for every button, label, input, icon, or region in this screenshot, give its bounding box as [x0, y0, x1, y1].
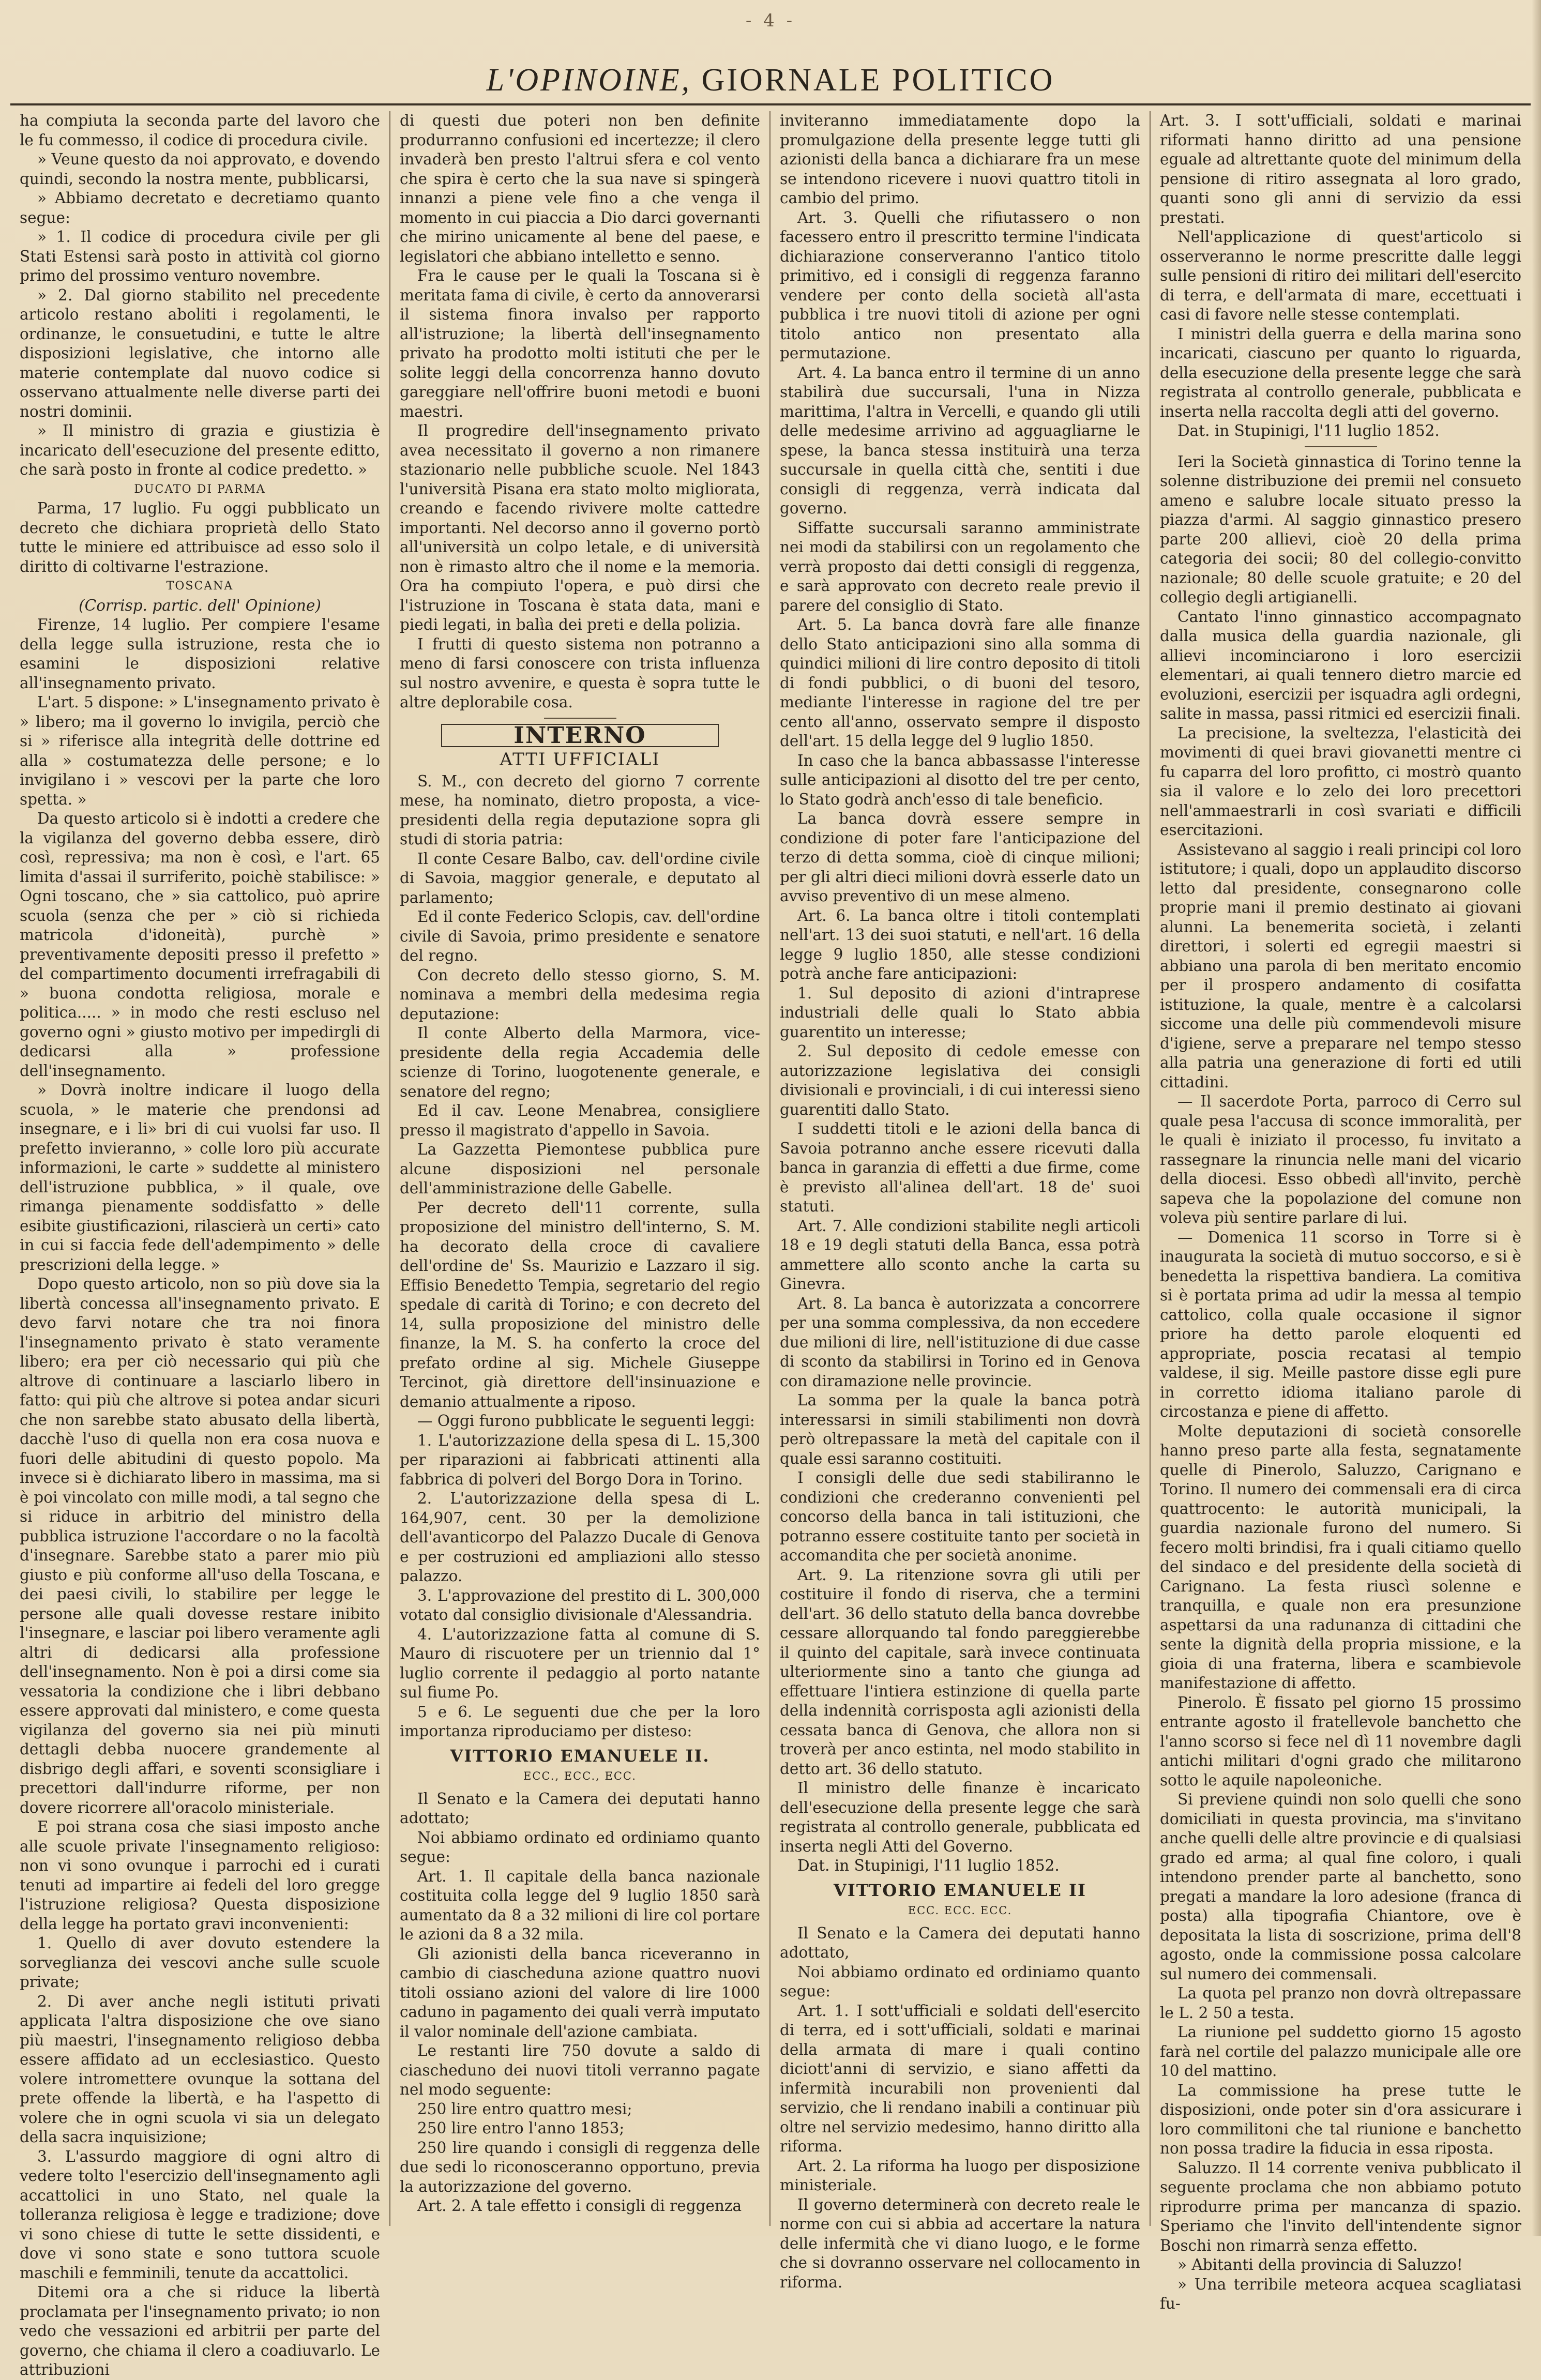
paragraph: Ditemi ora a che si riduce la libertà proclamata per l'insegnamento privato; io non vedo che vessazioni ed arbitrii per parte del governo, che chiama il clero a coadiuvarlo. Le attribuzioni — [20, 2283, 380, 2378]
paragraph: 250 lire entro quattro mesi; — [417, 2100, 632, 2118]
paragraph: La commissione ha prese tutte le disposizioni, onde poter sin d'ora assicurare i loro commilitoni che tal riunione e banchetto non possa tradire la fiducia in essa riposta. — [1160, 2081, 1521, 2157]
paragraph: 4. L'autorizzazione fatta al comune di S. Mauro di riscuotere per un triennio dal 1° luglio corrente il pedaggio al porto natante sul fiume Po. — [400, 1625, 760, 1701]
column-2 — [390, 111, 770, 2226]
paragraph: Art. 1. Il capitale della banca nazionale costituita colla legge del 9 luglio 1850 sarà aumentato da 8 a 32 milioni di lire col portare le azioni da 8 a 32 mila. — [400, 1867, 760, 1943]
correspondence-note: (Corrisp. partic. dell' Opinione) — [79, 596, 321, 614]
page-folio: - 4 - — [745, 10, 796, 31]
paragraph: Art. 7. Alle condizioni stabilite negli articoli 18 e 19 degli statuti della Banca, essa potrà ammettere allo sconto anche la carta su Ginevra. — [780, 1217, 1140, 1293]
paragraph: 3. L'approvazione del prestito di L. 300,000 votato dal consiglio divisionale d'Alessandria. — [400, 1586, 760, 1624]
paragraph: Fra le cause per le quali la Toscana si è meritata fama di civile, è certo da annoverarsi il sistema finora invalso per rapporto all'istruzione; la libertà dell'insegnamento privato ha prodotto molti istituti che per le solite leggi della concorrenza hanno dovuto gareggiare nell'offrire buoni metodi e buoni maestri. — [400, 267, 760, 420]
paragraph: E poi strana cosa che siasi imposto anche alle scuole private l'insegnamento religioso: non vi sono ovunque i parrochi ed i curati tenuti ad impartire ai fedeli del loro gregge l'istruzione religiosa? Questa disposizione della legge ha portato gravi inconvenienti: — [20, 1818, 380, 1933]
paragraph: Il Senato e la Camera dei deputati hanno adottato, — [780, 1924, 1140, 1961]
section-heading-interno: INTERNO — [441, 724, 719, 748]
paragraph: inviteranno immediatamente dopo la promulgazione della presente legge tutti gli azionisti della banca a dichiarare fra un mese se intendono ricevere i nuovi quattro titoli in cambio del primo. — [780, 112, 1140, 207]
paragraph: Ieri la Società ginnastica di Torino tenne la solenne distribuzione dei premii nel consueto ameno e salubre locale situato presso la piazza d'armi. Al saggio ginnastico presero parte 200 allievi, cioè 20 della prima categoria dei socii; 80 del collegio-convitto nazionale; 80 delle scuole gratuite; e 20 del collegio degli artigianelli. — [1160, 452, 1521, 606]
paragraph: 5 e 6. Le seguenti due che per la loro importanza riproduciamo per disteso: — [400, 1703, 760, 1740]
paragraph: — Domenica 11 scorso in Torre si è inaugurata la società di mutuo soccorso, e si è benedetta la rispettiva bandiera. La comitiva si è portata prima ad udir la messa al tempio cattolico, colla quale occasione il signor priore ha detto parole eloquenti ed appropriate, poscia recatasi al tempio valdese, il sig. Meille pastore disse egli pure in corretto idioma italiano parole di circostanza e piene di affetto. — [1160, 1228, 1521, 1420]
paragraph: Saluzzo. Il 14 corrente veniva pubblicato il seguente proclama che non abbiamo potuto riprodurre prima per mancanza di spazio. Speriamo che l'invito dell'intendente signor Boschi non rimarrà senza effetto. — [1160, 2159, 1521, 2254]
paragraph: I frutti di questo sistema non potranno a meno di farsi conoscere con trista influenza sul nostro avvenire, e questa è sopra tutte le altre deplorabile cosa. — [400, 635, 760, 711]
paragraph: Noi abbiamo ordinato ed ordiniamo quanto segue: — [400, 1828, 760, 1866]
paragraph: L'art. 5 dispone: » L'insegnamento privato è » libero; ma il governo lo invigila, perciò che si » riferisce alla integrità delle dottrine ed alla » costumatezza delle persone; e lo invigilano i » vescovi per la parte che loro spetta. » — [20, 693, 380, 808]
paragraph: La Gazzetta Piemontese pubblica pure alcune disposizioni nel personale dell'amministrazione delle Gabelle. — [400, 1141, 760, 1197]
paragraph: Art. 4. La banca entro il termine di un anno stabilirà due succursali, l'una in Nizza marittima, l'altra in Vercelli, e quando gli utili delle medesime arrivino ad agguagliarne le spese, la banca stessa instituirà una terza succursale in quella città che, sentiti i due consigli di reggenza, verrà indicata dal governo. — [780, 363, 1140, 517]
paragraph: La banca dovrà essere sempre in condizione di poter fare l'anticipazione del terzo di detta somma, cioè di cinque milioni; per gli altri dieci milioni dovrà esserle dato un avviso preventivo di un mese almeno. — [780, 810, 1140, 905]
paragraph: Si previene quindi non solo quelli che sono domiciliati in questa provincia, ma s'invitano anche quelli delle altre provincie e di qualsiasi grado ed arma; al qual fine coloro, i quali intendono prender parte al banchetto, sono pregati a mandare la loro adesione (franca di posta) alla tipografia Chiantore, ove è depositata la lista di soscrizione, prima dell'8 agosto, onde la commissione possa calcolare sul numero dei commensali. — [1160, 1791, 1521, 1983]
section-heading-toscana: TOSCANA — [166, 580, 234, 593]
paragraph: Art. 3. Quelli che rifiutassero o non facessero entro il prescritto termine l'indicata dichiarazione conserveranno l'antico titolo primitivo, ed i consigli di reggenza faranno vendere per conto della società all'asta pubblica i tre nuovi titoli di azione per ogni titolo antico non presentato alla permutazione. — [780, 208, 1140, 362]
paragraph: Molte deputazioni di società consorelle hanno preso parte alla festa, segnatamente quelle di Pinerolo, Saluzzo, Carignano e Torino. Il numero dei commensali era di circa quattrocento: le autorità municipali, la guardia nazionale furono del numero. Si fecero molti brindisi, fra i quali citiamo quello del sindaco e del presidente della società di Carignano. La festa riuscì solenne e tranquilla, e quale non era presunzione aspettarsi da una radunanza di cittadini che sente la dignità della propria missione, e la gioia di una fraterna, libera e scambievole manifestazione di affetto. — [1160, 1422, 1521, 1692]
paragraph: I suddetti titoli e le azioni della banca di Savoia potranno anche essere ricevuti dalla banca in garanzia di effetti a due firme, come è previsto all'alinea dell'art. 18 de' suoi statuti. — [780, 1120, 1140, 1215]
masthead — [0, 62, 1541, 99]
paragraph: 1. Sul deposito di azioni d'intraprese industriali delle quali lo Stato abbia guarentito un interesse; — [780, 984, 1140, 1041]
paragraph: La riunione pel suddetto giorno 15 agosto farà nel cortile del palazzo municipale alle ore 10 del mattino. — [1160, 2023, 1521, 2080]
paragraph: Art. 8. La banca è autorizzata a concorrere per una somma complessiva, da non eccedere due milioni di lire, nell'istituzione di due casse di sconto da stabilirsi in Torino ed in Genova con diramazione nelle provincie. — [780, 1294, 1140, 1390]
paragraph: » Dovrà inoltre indicare il luogo della scuola, » le materie che prendonsi ad insegnare, e i li» bri di cui vuolsi far uso. Il prefetto invieranno, » colle loro più accurate informazioni, le carte » suddette al ministero dell'istruzione pubblica, » il quale, ove rimanga pienamente soddisfatto » delle esibite giustificazioni, rilascierà un certi» cato in cui si faccia fede dell'adempimento » delle prescrizioni della legge. » — [20, 1081, 380, 1274]
paragraph: Art. 6. La banca oltre i titoli contemplati nell'art. 13 dei suoi statuti, e nell'art. 16 della legge 9 luglio 1850, alle stesse condizioni potrà anche fare anticipazioni: — [780, 906, 1140, 982]
paragraph: Ed il cav. Leone Menabrea, consigliere presso il magistrato d'appello in Savoia. — [400, 1102, 760, 1139]
paragraph: Noi abbiamo ordinato ed ordiniamo quanto segue: — [780, 1963, 1140, 2000]
paragraph: 3. L'assurdo maggiore di ogni altro di vedere tolto l'esercizio dell'insegnamento agli accattolici in uno Stato, nel quale la tolleranza religiosa è legge e tradizione; dove vi sono chiese di tutte le sette dissidenti, e dove vi sono state e sono tuttora scuole maschili e femminili, tenute da accattolici. — [20, 2147, 380, 2282]
column-3 — [770, 111, 1151, 2291]
paragraph: di questi due poteri non ben definite produrranno confusioni ed incertezze; il clero invaderà ben presto l'altrui sfera e col vento che spira è certo che la sua nave si spingerà innanzi a piene vele fino a che venga il momento in cui piaccia a Dio darci governanti che mirino unicamente al bene del paese, e legislatori che abbiano intelletto e senno. — [400, 112, 760, 265]
paragraph: Le restanti lire 750 dovute a saldo di ciascheduno dei nuovi titoli verranno pagate nel modo seguente: — [400, 2042, 760, 2098]
dateline: Dat. in Stupinigi, l'11 luglio 1852. — [797, 1857, 1060, 1874]
law-heading-king: VITTORIO EMANUELE II — [834, 1880, 1086, 1900]
paragraph: Parma, 17 luglio. Fu oggi pubblicato un decreto che dichiara proprietà dello Stato tutte le miniere ed attribuisce ad esso solo il diritto di coltivarne l'estrazione. — [20, 499, 380, 575]
paragraph: Art. 5. La banca dovrà fare alle finanze dello Stato anticipazioni sino alla somma di quindici milioni di lire contro deposito di titoli di fondi pubblici, o di buoni del tesoro, mediante l'interesse in ragione del tre per cento all'anno, osservato sempre il disposto dell'art. 15 della legge del 9 luglio 1850. — [780, 616, 1140, 750]
paragraph: Ed il conte Federico Sclopis, cav. dell'ordine civile di Savoia, primo presidente e senatore del regno. — [400, 908, 760, 964]
paragraph: » Veune questo da noi approvato, e dovendo quindi, secondo la nostra mente, pubblicarsi, — [20, 150, 380, 188]
paragraph: » 2. Dal giorno stabilito nel precedente articolo restano aboliti i regolamenti, le ordinanze, le consuetudini, e tutte le altre disposizioni legislative, che intorno alle materie contemplate dal nuovo codice si osservano attualmente nelle diverse parti dei nostri dominii. — [20, 286, 380, 420]
paragraph: Art. 9. La ritenzione sovra gli utili per costituire il fondo di riserva, che a termini dell'art. 36 dello statuto della banca dovrebbe cessare allorquando tal fondo pareggierebbe il quinto del capitale, sarà invece continuata ulteriormente sino a tanto che giunga ad effettuare l'intiera estinzione di quella parte della indennità corrisposta agli azionisti della cessata banca di Genova, che allora non si troverà per anco estinta, nel modo stabilito in detto art. 36 dello statuto. — [780, 1566, 1140, 1778]
masthead-subtitle: GIORNALE POLITICO — [701, 63, 1055, 98]
law-heading-ecc: ECC. ECC. ECC. — [908, 1904, 1013, 1917]
column-4 — [1151, 111, 1531, 2312]
paragraph: I ministri della guerra e della marina sono incaricati, ciascuno per quanto lo riguarda, della esecuzione della presente legge che sarà registrata al controllo generale, pubblicata e inserta nella raccolta degli atti del governo. — [1160, 325, 1521, 420]
paragraph: — Oggi furono pubblicate le seguenti leggi: — [417, 1412, 755, 1430]
law-heading-king: VITTORIO EMANUELE II. — [450, 1746, 710, 1766]
paragraph: Nell'applicazione di quest'articolo si osserveranno le norme prescritte dalle leggi sulle pensioni di ritiro dei militari dell'esercito di terra, e dell'armata di mare, eccettuati i casi di favore nelle stesse contemplati. — [1160, 228, 1521, 323]
paragraph: La quota pel pranzo non dovrà oltrepassare le L. 2 50 a testa. — [1160, 1984, 1521, 2022]
paragraph: Assistevano al saggio i reali principi col loro istitutore; i quali, dopo un applaudito discorso letto dal presidente, consegnarono colle proprie mani il premio destinato ai giovani alunni. La benemerita società, i zelanti direttori, i solerti ed egregii maestri si abbiano una parola di ben meritato encomio per il prospero andamento di cosifatta istituzione, la quale, mentre è a calcolarsi siccome una delle più commendevoli misure d'igiene, serve a preparare nel tempo stesso alla patria una generazione di forti ed utili cittadini. — [1160, 840, 1521, 1091]
law-heading-ecc: ECC., ECC., ECC. — [523, 1770, 637, 1782]
paragraph: In caso che la banca abbassasse l'interesse sulle anticipazioni al disotto del tre per cento, lo Stato godrà anch'esso di tale beneficio. — [780, 751, 1140, 808]
paragraph: Pinerolo. È fissato pel giorno 15 prossimo entrante agosto il fratellevole banchetto che l'anno scorso si fece nel dì 11 novembre dagli antichi militari d'ogni grado che militarono sotto le aquile napoleoniche. — [1160, 1693, 1521, 1789]
paragraph: 2. Sul deposito di cedole emesse con autorizzazione legislativa dei consigli divisionali e provinciali, i di cui interessi sieno guarentiti dallo Stato. — [780, 1042, 1140, 1118]
paragraph: Per decreto dell'11 corrente, sulla proposizione del ministro dell'interno, S. M. ha decorato della croce di cavaliere dell'ordine de' Ss. Maurizio e Lazzaro il sig. Effisio Benedetto Tempia, segretario del regio spedale di carità di Torino; e con decreto del 14, sulla proposizione del ministro delle finanze, la M. S. ha conferto la croce del prefato ordine al sig. Michele Giuseppe Tercinot, già direttore dell'insinuazione e demanio attualmente a riposo. — [400, 1199, 760, 1411]
paragraph: 250 lire quando i consigli di reggenza delle due sedi lo riconosceranno opportuno, previa la autorizzazione del governo. — [400, 2139, 760, 2195]
paragraph: » Il ministro di grazia e giustizia è incaricato dell'esecuzione del presente editto, che sarà posto in fronte al codice predetto. » — [20, 422, 380, 478]
divider — [544, 718, 616, 719]
paragraph: 250 lire entro l'anno 1853; — [417, 2119, 625, 2137]
paragraph: 1. Quello di aver dovuto estendere la sorveglianza dei vescovi anche sulle scuole private; — [20, 1934, 380, 1991]
paragraph: » Abbiamo decretato e decretiamo quanto segue: — [20, 189, 380, 226]
paragraph: Cantato l'inno ginnastico accompagnato dalla musica della guardia nazionale, gli allievi incominciarono i loro esercizii elementari, ai quali tennero dietro marcie ed evoluzioni, esercizii per isquadra agli ordegni, salite in massa, passi ritmici ed esercizii finali. — [1160, 608, 1521, 722]
divider — [1305, 446, 1377, 447]
paragraph: Dopo questo articolo, non so più dove sia la libertà concessa all'insegnamento privato. E devo farvi notare che tra noi finora l'insegnamento privato è stato veramente libero; era per ciò necessario qui più che altrove di continuare a lasciarlo libero in fatto: qui più che altrove si potea andar sicuri che non sarebbe stato abusato della libertà, dacchè l'uso di quella non era cosa nuova e fuori delle abitudini di questo popolo. Ma invece si è dichiarato libero in massima, ma si è poi vincolato con mille modi, a tal segno che si riduce in arbitrio del ministro della pubblica istruzione l'accordare o no la facoltà d'insegnare. Sarebbe stato a parer mio più giusto e più conforme all'uso della Toscana, e dei paesi civili, lo stabilire per legge le persone alle quali dovesse restare inibito l'insegnare, e lasciar poi libero veramente agli altri di dedicarsi alla professione dell'insegnamento. Non è poi a dirsi come sia vessatoria la condizione che i libri debbano essere approvati dal ministero, e come questa vigilanza del governo sia nei più minuti dettagli debba nuocere grandemente al disbrigo degli affari, e soventi sconsigliare i precettori dall'indurre riforme, per non dovere ricorrere all'oracolo ministeriale. — [20, 1275, 380, 1816]
masthead-title: L'OPINOINE, — [486, 63, 692, 98]
paragraph: Art. 2. La riforma ha luogo per disposizione ministeriale. — [780, 2157, 1140, 2194]
paragraph: Il governo determinerà con decreto reale le norme con cui si abbia ad accertare la natura delle infermità che vi diano luogo, e le forme che si dovranno osservare nel collocamento in riforma. — [780, 2195, 1140, 2291]
paragraph: Con decreto dello stesso giorno, S. M. nominava a membri della medesima regia deputazione: — [400, 966, 760, 1023]
paragraph: 1. L'autorizzazione della spesa di L. 15,300 per riparazioni ai fabbricati attinenti alla fabbrica di polveri del Borgo Dora in Torino. — [400, 1431, 760, 1488]
paragraph: Da questo articolo si è indotti a credere che la vigilanza del governo debba essere, dirò così, repressiva; ma non è così, e l'art. 65 limita d'assai il surriferito, poichè stabilisce: » Ogni toscano, che » sia cattolico, può aprire scuola (senza che per » ciò si richieda matricola d'idoneità), purchè » preventivamente depositi presso il prefetto » del compartimento documenti irrefragabili di » buona condotta religiosa, morale e politica..... » in modo che resti escluso nel governo ogni » giusto motivo per impedirgli di dedicarsi alla » professione dell'insegnamento. — [20, 810, 380, 1080]
page-edge-shadow — [1532, 0, 1541, 2236]
paragraph: Siffatte succursali saranno amministrate nei modi da stabilirsi con un regolamento che verrà proposto dai detti consigli di reggenza, e sarà approvato con decreto reale previo il parere del consiglio di Stato. — [780, 519, 1140, 614]
paragraph: La precisione, la sveltezza, l'elasticità dei movimenti di quei bravi giovanetti mentre ci fu caparra del loro profitto, ci mostrò quanto sia il valore e lo zelo dei loro precettori nell'ammaestrarli in così svariati e difficili esercitazioni. — [1160, 724, 1521, 839]
paragraph: Art. 3. I sott'ufficiali, soldati e marinai riformati hanno diritto ad una pensione eguale ad altrettante quote del minimum della pensione di ritiro assegnata al loro grado, quanti sono gli anni di servizio da essi prestati. — [1160, 112, 1521, 226]
paragraph: I consigli delle due sedi stabiliranno le condizioni che crederanno convenienti pel concorso della banca in tali istituzioni, che potranno essere costituite tanto per società in accomandita che per società anonime. — [780, 1469, 1140, 1564]
paragraph: » Abitanti della provincia di Saluzzo! — [1177, 2256, 1463, 2273]
text-columns — [10, 111, 1531, 2378]
paragraph: Art. 2. A tale effetto i consigli di reggenza — [417, 2197, 742, 2215]
dateline: Dat. in Stupinigi, l'11 luglio 1852. — [1177, 422, 1440, 439]
paragraph: Gli azionisti della banca riceveranno in cambio di ciascheduna azione quattro nuovi titoli ossiano azioni del valore di lire 1000 caduno in pagamento dei quali verrà imputato il valor nominale dell'azione cambiata. — [400, 1945, 760, 2040]
paragraph: Il ministro delle finanze è incaricato dell'esecuzione della presente legge che sarà registrata al controllo generale, pubblicata ed inserta negli Atti del Governo. — [780, 1779, 1140, 1855]
paragraph: » 1. Il codice di procedura civile per gli Stati Estensi sarà posto in attività col giorno primo del prossimo venturo novembre. — [20, 228, 380, 284]
column-1 — [10, 111, 390, 2378]
masthead-rule — [10, 103, 1531, 105]
paragraph: » Una terribile meteora acquea scagliatasi fu- — [1160, 2275, 1521, 2312]
paragraph: ha compiuta la seconda parte del lavoro che le fu commesso, il codice di procedura civile. — [20, 112, 380, 149]
paragraph: La somma per la quale la banca potrà interessarsi in simili stabilimenti non dovrà però oltrepassare la metà del capitale con il quale essi saranno costituiti. — [780, 1391, 1140, 1467]
section-heading-parma: DUCATO DI PARMA — [134, 482, 266, 496]
paragraph: 2. L'autorizzazione della spesa di L. 164,907, cent. 30 per la demolizione dell'avanticorpo del Palazzo Ducale di Genova e per costruzioni ed ampliazioni allo stesso palazzo. — [400, 1490, 760, 1585]
paragraph: 2. Di aver anche negli istituti privati applicata l'altra disposizione che ove siano più maestri, l'insegnamento religioso debba essere affidato ad un ecclesiastico. Questo volere intromettere ovunque la sottana del prete offende la libertà, e ha l'aspetto di volere che in ogni scuola vi sia un delegato della sacra inquisizione; — [20, 1992, 380, 2146]
paragraph: Firenze, 14 luglio. Per compiere l'esame della legge sulla istruzione, resta che io esamini le disposizioni relative all'insegnamento privato. — [20, 616, 380, 692]
paragraph: Art. 1. I sott'ufficiali e soldati dell'esercito di terra, ed i sott'ufficiali, soldati e marinai della armata di mare i quali contino diciott'anni di servizio, e siano affetti da infermità incurabili non provenienti dal servizio, che li rendano inabili a continuar più oltre nel servizio medesimo, hanno diritto alla riforma. — [780, 2002, 1140, 2155]
section-heading-atti-ufficiali: ATTI UFFICIALI — [500, 749, 660, 770]
paragraph: Il Senato e la Camera dei deputati hanno adottato; — [400, 1790, 760, 1827]
paragraph: S. M., con decreto del giorno 7 corrente mese, ha nominato, dietro proposta, a vice-presidenti della regia deputazione sopra gli studi di storia patria: — [400, 772, 760, 848]
paragraph: — Il sacerdote Porta, parroco di Cerro sul quale pesa l'accusa di sconce immoralità, per le quali è iniziato il processo, fu invitato a rassegnare la rinuncia nelle mani del vicario della diocesi. Esso obbedì all'invito, perchè sapeva che la popolazione del comune non voleva più sentire parlare di lui. — [1160, 1093, 1521, 1226]
paragraph: Il conte Cesare Balbo, cav. dell'ordine civile di Savoia, maggior generale, e deputato al parlamento; — [400, 850, 760, 906]
paragraph: Il progredire dell'insegnamento privato avea necessitato il governo a non rimanere stazionario nelle pubbliche scuole. Nel 1843 l'università Pisana era stato molto migliorata, creando e facendo rivivere molte cattedre importanti. Nel decorso anno il governo portò all'università un colpo letale, e di università non è rimasto altro che il nome e la memoria. Ora ha compiuto l'opera, e può dirsi che l'istruzione in Toscana è stata data, mani e piedi legati, in balìa dei preti e della polizia. — [400, 422, 760, 633]
paragraph: Il conte Alberto della Marmora, vice-presidente della regia Accademia delle scienze di Torino, luogotenente generale, e senatore del regno; — [400, 1024, 760, 1100]
